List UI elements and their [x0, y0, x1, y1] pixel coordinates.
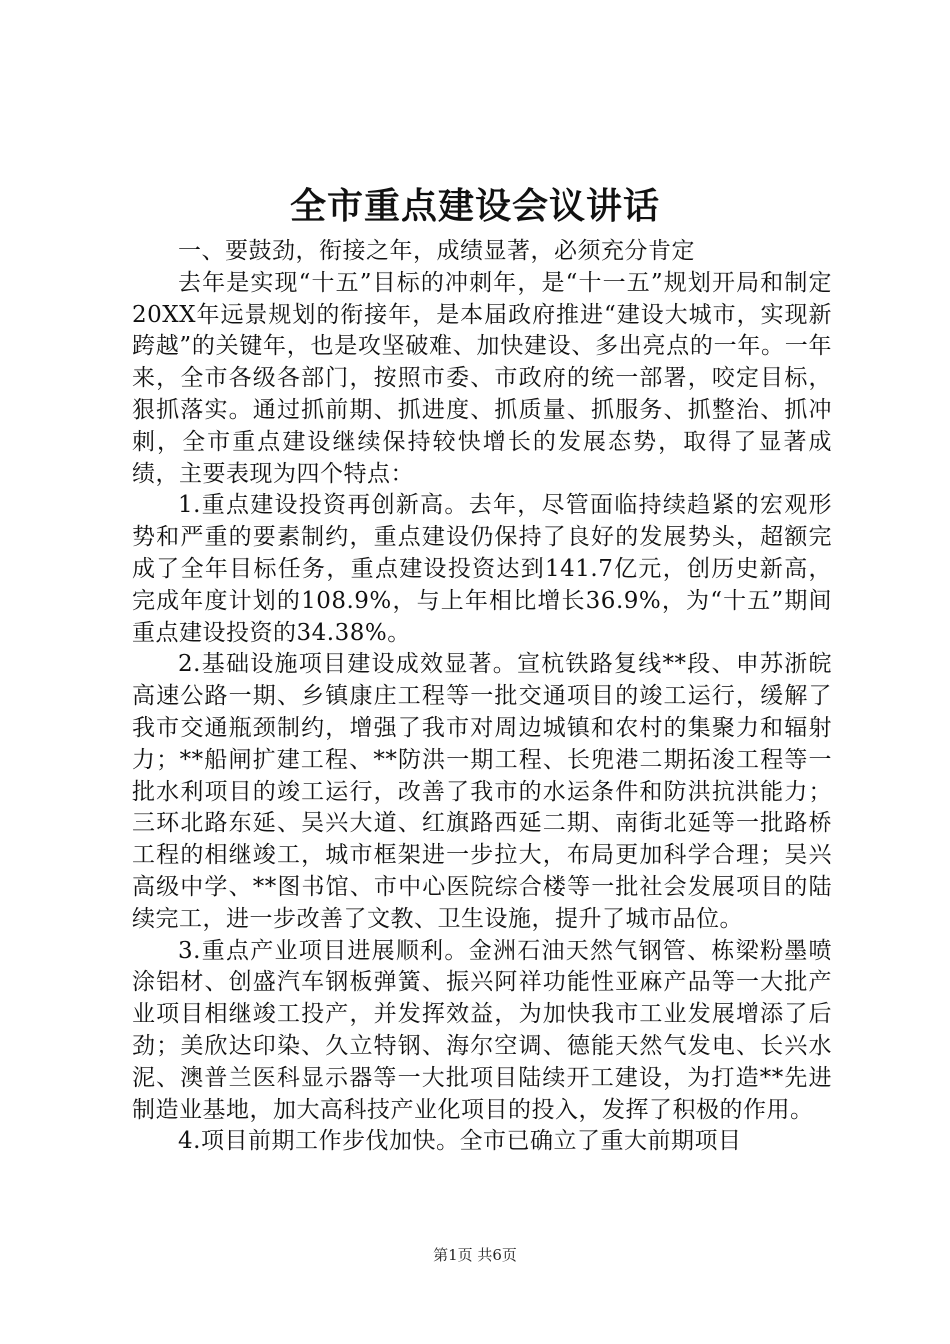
- paragraph-point-4: 4.项目前期工作步伐加快。全市已确立了重大前期项目: [178, 1128, 742, 1155]
- document-title: 全市重点建设会议讲话: [289, 185, 660, 227]
- paragraph-intro: 去年是实现“十五”目标的冲刺年，是“十一五”规划开局和制定20XX年远景规划的衔接年，是本届政府推进“建设大城市，实现新跨越”的关键年，也是攻坚破难、加快建设、多出亮点的一年。一年来，全市各级各部门，按照市委、市政府的统一部署，咬定目标，狠抓落实。通过抓前期、抓进度、抓质量、抓服务、抓整治、抓冲刺，全市重点建设继续保持较快增长的发展态势，取得了显著成绩，主要表现为四个特点：: [132, 269, 832, 487]
- section-heading: 一、要鼓劲，衔接之年，成绩显著，必须充分肯定: [178, 238, 695, 264]
- document-body: [132, 236, 832, 1158]
- paragraph-point-3: 3.重点产业项目进展顺利。金洲石油天然气钢管、栋梁粉墨喷涂铝材、创盛汽车钢板弹簧、振兴阿祥功能性亚麻产品等一大批产业项目相继竣工投产，并发挥效益，为加快我市工业发展增添了后劲；美欣达印染、久立特钢、海尔空调、德能天然气发电、长兴水泥、澳普兰医科显示器等一大批项目陆续开工建设，为打造**先进制造业基地，加大高科技产业化项目的投入，发挥了积极的作用。: [132, 937, 832, 1123]
- page-footer: 第1页 共6页: [433, 1246, 517, 1264]
- paragraph-point-1: 1.重点建设投资再创新高。去年，尽管面临持续趋紧的宏观形势和严重的要素制约，重点建设仍保持了良好的发展势头，超额完成了全年目标任务，重点建设投资达到141.7亿元，创历史新高，完成年度计划的108.9%，与上年相比增长36.9%，为“十五”期间重点建设投资的34.38%。: [132, 492, 832, 646]
- paragraph-point-2: 2.基础设施项目建设成效显著。宣杭铁路复线**段、申苏浙皖高速公路一期、乡镇康庄工程等一批交通项目的竣工运行，缓解了我市交通瓶颈制约，增强了我市对周边城镇和农村的集聚力和辐射力；**船闸扩建工程、**防洪一期工程、长兜港二期拓浚工程等一批水利项目的竣工运行，改善了我市的水运条件和防洪抗洪能力；三环北路东延、吴兴大道、红旗路西延二期、南街北延等一批路桥工程的相继竣工，城市框架进一步拉大，布局更加科学合理；吴兴高级中学、**图书馆、市中心医院综合楼等一批社会发展项目的陆续完工，进一步改善了文教、卫生设施，提升了城市品位。: [132, 651, 832, 932]
